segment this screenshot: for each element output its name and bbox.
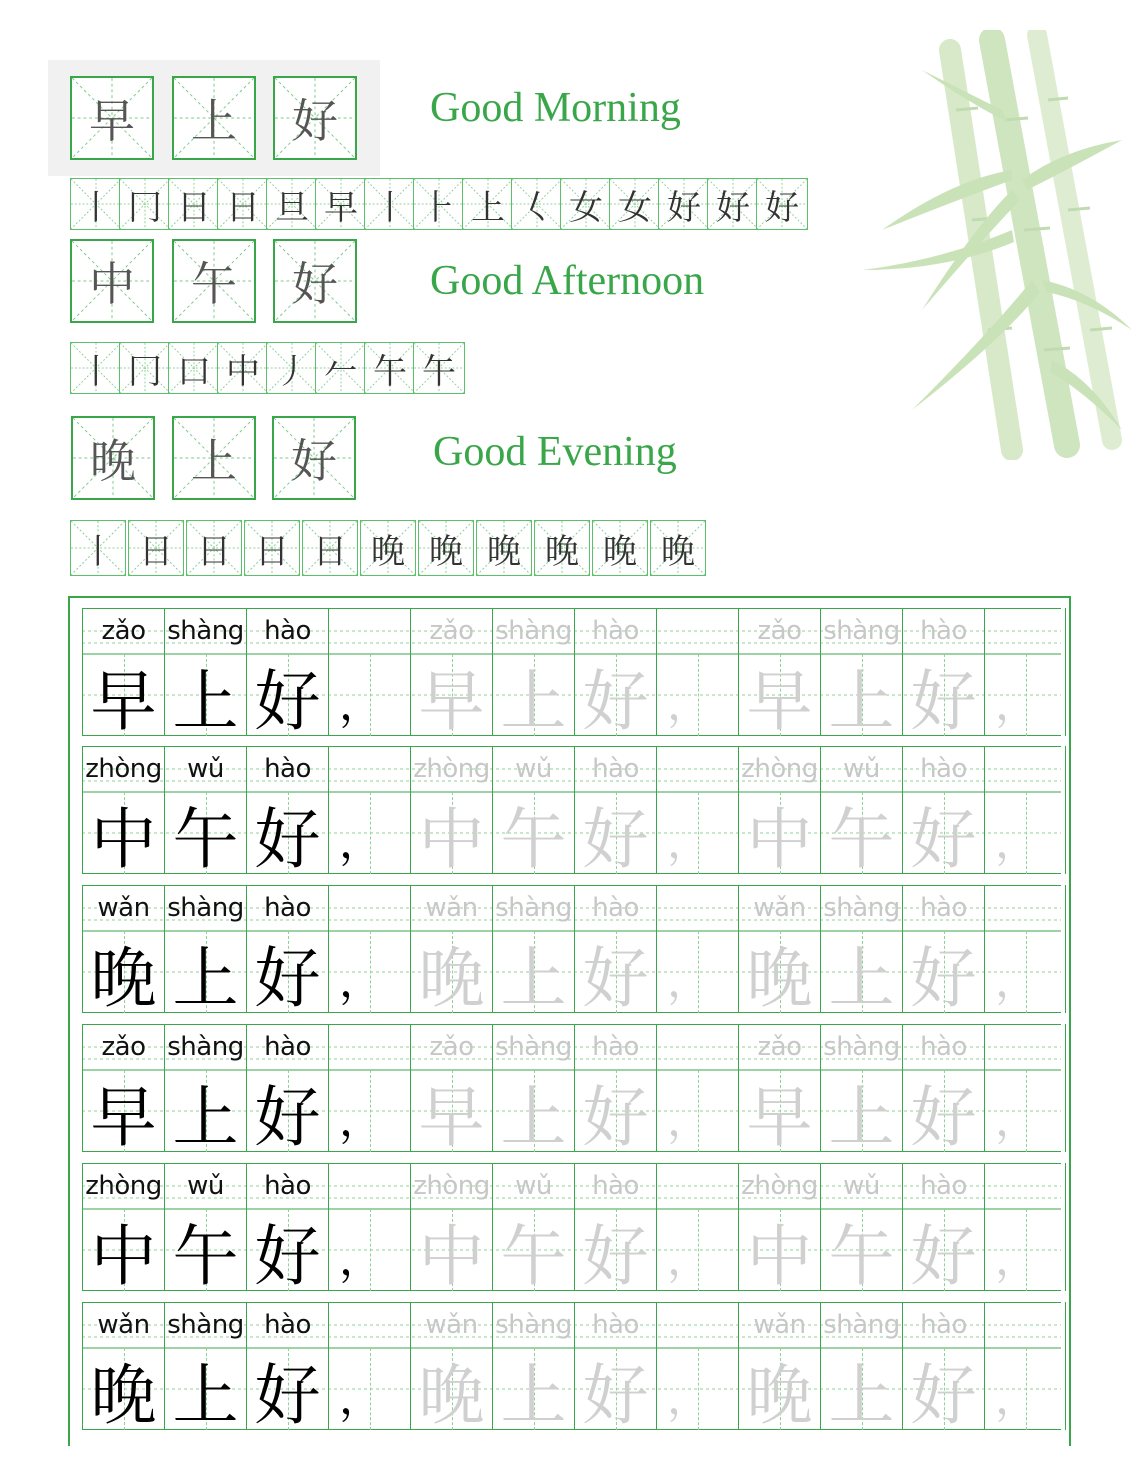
stroke-step-box <box>413 178 465 230</box>
stroke-step-box <box>168 178 220 230</box>
pinyin-label: wǔ <box>187 754 224 784</box>
trace-cell[interactable] <box>738 608 820 740</box>
pinyin-label: shàng <box>495 1032 572 1062</box>
stroke-step-box <box>266 342 318 394</box>
stroke-step-char: 日 <box>255 531 289 572</box>
trace-cell[interactable] <box>738 746 820 878</box>
hanzi-char: 上 <box>500 662 567 740</box>
model-cell[interactable] <box>164 608 246 740</box>
pinyin-label: hào <box>264 616 311 646</box>
hanzi-char: 晚 <box>90 1356 157 1434</box>
stroke-step-box <box>186 520 242 576</box>
trace-cell[interactable] <box>492 608 574 740</box>
stroke-step-char: 早 <box>324 187 358 228</box>
pinyin-label: hào <box>920 616 967 646</box>
stroke-step-char: 晚 <box>487 531 521 572</box>
punctuation-cell[interactable] <box>656 608 738 736</box>
hanzi-char: 早 <box>90 662 157 740</box>
hanzi-char: 上 <box>500 1356 567 1434</box>
trace-cell[interactable] <box>902 885 984 1017</box>
pinyin-label: hào <box>264 1032 311 1062</box>
big-char-box <box>272 416 356 500</box>
pinyin-label: zǎo <box>757 616 802 646</box>
hanzi-char: 上 <box>828 662 895 740</box>
hanzi-char: 好 <box>582 1217 649 1295</box>
hanzi-char: 好 <box>582 1356 649 1434</box>
model-cell[interactable] <box>246 885 328 1017</box>
model-cell[interactable] <box>246 608 328 740</box>
pinyin-label: hào <box>264 754 311 784</box>
pinyin-label: hào <box>592 616 639 646</box>
trace-cell[interactable] <box>738 1302 820 1434</box>
stroke-step-box <box>128 520 184 576</box>
punctuation-cell[interactable] <box>328 608 410 736</box>
pinyin-label: hào <box>264 893 311 923</box>
pinyin-label: wǔ <box>843 754 880 784</box>
model-cell[interactable] <box>164 1024 246 1156</box>
stroke-step-char: 晚 <box>661 531 695 572</box>
trace-cell[interactable] <box>574 885 656 1017</box>
comma-mark: ， <box>339 1373 383 1424</box>
stroke-step-box <box>462 178 514 230</box>
trace-cell[interactable] <box>820 746 902 878</box>
hanzi-char: 上 <box>828 1356 895 1434</box>
hanzi-char: 午 <box>172 800 239 878</box>
stroke-step-char: 日 <box>177 187 211 228</box>
stroke-step-char: 丨 <box>373 187 407 228</box>
trace-cell[interactable] <box>902 746 984 878</box>
hanzi-char: 好 <box>910 1356 977 1434</box>
trace-cell[interactable] <box>820 885 902 1017</box>
hanzi-char: 上 <box>172 1356 239 1434</box>
model-cell[interactable] <box>82 608 164 740</box>
hanzi-char: 好 <box>910 800 977 878</box>
model-cell[interactable] <box>164 1163 246 1295</box>
stroke-step-char: 好 <box>716 187 750 228</box>
hanzi-char: 中 <box>418 800 485 878</box>
hanzi-char: 晚 <box>90 939 157 1017</box>
pinyin-label: wǎn <box>425 893 478 923</box>
stroke-step-char: 上 <box>471 187 505 228</box>
hanzi-char: 上 <box>500 1078 567 1156</box>
punctuation-cell[interactable] <box>656 1302 738 1430</box>
hanzi-char: 早 <box>418 662 485 740</box>
hanzi-char: 上 <box>828 939 895 1017</box>
stroke-step-char: 𠂉 <box>324 351 358 392</box>
hanzi-char: 午 <box>500 1217 567 1295</box>
hanzi-char: 早 <box>418 1078 485 1156</box>
comma-mark: ， <box>667 817 711 868</box>
model-cell[interactable] <box>82 1163 164 1295</box>
practice-row <box>82 1024 1061 1156</box>
hanzi-char: 午 <box>500 800 567 878</box>
hanzi-char: 午 <box>172 1217 239 1295</box>
pinyin-label: shàng <box>495 893 572 923</box>
stroke-step-char: 旦 <box>275 187 309 228</box>
punctuation-cell[interactable] <box>328 746 410 874</box>
hanzi-char: 好 <box>254 1356 321 1434</box>
pinyin-label: zǎo <box>757 1032 802 1062</box>
big-char-box <box>273 239 357 323</box>
comma-mark: ， <box>339 1234 383 1285</box>
model-cell[interactable] <box>82 1024 164 1156</box>
pinyin-label: shàng <box>167 616 244 646</box>
practice-row <box>82 746 1061 878</box>
trace-cell[interactable] <box>492 1024 574 1156</box>
pinyin-label: shàng <box>167 1310 244 1340</box>
trace-cell[interactable] <box>738 885 820 1017</box>
stroke-step-box <box>266 178 318 230</box>
hanzi-char: 好 <box>582 939 649 1017</box>
big-char-box <box>70 239 154 323</box>
pinyin-label: wǎn <box>425 1310 478 1340</box>
pinyin-label: zhòng <box>85 754 162 784</box>
stroke-step-box <box>364 178 416 230</box>
hanzi-char: 晚 <box>418 1356 485 1434</box>
comma-mark: ， <box>667 1234 711 1285</box>
pinyin-label: zǎo <box>429 616 474 646</box>
punctuation-cell[interactable] <box>328 1163 410 1291</box>
pinyin-label: zhòng <box>741 1171 818 1201</box>
punctuation-cell[interactable] <box>984 1302 1066 1430</box>
stroke-step-box <box>592 520 648 576</box>
stroke-step-char: 日 <box>197 531 231 572</box>
stroke-step-box <box>756 178 808 230</box>
trace-cell[interactable] <box>902 608 984 740</box>
pinyin-label: wǔ <box>843 1171 880 1201</box>
stroke-step-box <box>119 342 171 394</box>
stroke-step-box <box>217 342 269 394</box>
stroke-step-char: 晚 <box>545 531 579 572</box>
stroke-step-char: 午 <box>422 351 456 392</box>
pinyin-label: hào <box>264 1310 311 1340</box>
hanzi-char: 晚 <box>746 1356 813 1434</box>
pinyin-label: hào <box>592 754 639 784</box>
stroke-step-box <box>650 520 706 576</box>
trace-cell[interactable] <box>574 746 656 878</box>
trace-cell[interactable] <box>574 1163 656 1295</box>
model-cell[interactable] <box>246 1302 328 1434</box>
hanzi-char: 上 <box>500 939 567 1017</box>
pinyin-label: zhòng <box>741 754 818 784</box>
hanzi-char: 中 <box>90 1217 157 1295</box>
pinyin-label: shàng <box>495 1310 572 1340</box>
stroke-step-box <box>534 520 590 576</box>
stroke-step-box <box>119 178 171 230</box>
hanzi-char: 好 <box>582 662 649 740</box>
pinyin-label: hào <box>592 1310 639 1340</box>
stroke-step-char: 午 <box>373 351 407 392</box>
hanzi-char: 好 <box>910 662 977 740</box>
hanzi-char: 上 <box>172 939 239 1017</box>
stroke-step-box <box>560 178 612 230</box>
stroke-step-box <box>70 520 126 576</box>
comma-mark: ， <box>339 956 383 1007</box>
big-char: 中 <box>89 257 135 311</box>
hanzi-char: 上 <box>172 1078 239 1156</box>
trace-cell[interactable] <box>820 1163 902 1295</box>
stroke-step-box <box>364 342 416 394</box>
pinyin-label: hào <box>920 1310 967 1340</box>
hanzi-char: 好 <box>254 800 321 878</box>
big-char-box <box>273 76 357 160</box>
trace-cell[interactable] <box>492 1163 574 1295</box>
pinyin-label: hào <box>920 893 967 923</box>
big-char-box <box>172 76 256 160</box>
comma-mark: ， <box>995 1234 1039 1285</box>
practice-row <box>82 885 1061 1017</box>
stroke-step-box <box>511 178 563 230</box>
hanzi-char: 好 <box>910 1078 977 1156</box>
hanzi-char: 好 <box>582 800 649 878</box>
stroke-step-box <box>360 520 416 576</box>
bamboo-icon <box>862 30 1140 460</box>
stroke-step-char: 中 <box>226 351 260 392</box>
trace-cell[interactable] <box>410 885 492 1017</box>
hanzi-char: 中 <box>418 1217 485 1295</box>
trace-cell[interactable] <box>820 1024 902 1156</box>
practice-row <box>82 608 1061 740</box>
comma-mark: ， <box>995 817 1039 868</box>
trace-cell[interactable] <box>820 1302 902 1434</box>
trace-cell[interactable] <box>410 1024 492 1156</box>
stroke-step-box <box>244 520 300 576</box>
punctuation-cell[interactable] <box>328 1302 410 1430</box>
pinyin-label: hào <box>592 1032 639 1062</box>
comma-mark: ， <box>339 817 383 868</box>
stroke-step-char: 好 <box>765 187 799 228</box>
big-char: 上 <box>191 434 237 488</box>
trace-cell[interactable] <box>492 885 574 1017</box>
pinyin-label: shàng <box>495 616 572 646</box>
stroke-step-char: 𡿨 <box>520 187 554 228</box>
stroke-step-box <box>217 178 269 230</box>
hanzi-char: 晚 <box>746 939 813 1017</box>
trace-cell[interactable] <box>410 1302 492 1434</box>
hanzi-char: 好 <box>254 1078 321 1156</box>
model-cell[interactable] <box>164 885 246 1017</box>
pinyin-label: hào <box>592 893 639 923</box>
stroke-step-char: 冂 <box>128 187 162 228</box>
trace-cell[interactable] <box>902 1302 984 1434</box>
stroke-step-char: 丨 <box>79 187 113 228</box>
hanzi-char: 早 <box>90 1078 157 1156</box>
punctuation-cell[interactable] <box>984 608 1066 736</box>
stroke-step-char: 日 <box>313 531 347 572</box>
hanzi-char: 早 <box>746 1078 813 1156</box>
pinyin-label: hào <box>920 1032 967 1062</box>
stroke-step-char: 冂 <box>128 351 162 392</box>
stroke-step-char: 丿 <box>275 351 309 392</box>
punctuation-cell[interactable] <box>656 885 738 1013</box>
punctuation-cell[interactable] <box>328 885 410 1013</box>
model-cell[interactable] <box>164 746 246 878</box>
hanzi-char: 好 <box>254 662 321 740</box>
practice-sheet <box>68 596 1071 1446</box>
model-cell[interactable] <box>246 1024 328 1156</box>
model-cell[interactable] <box>164 1302 246 1434</box>
hanzi-char: 好 <box>910 939 977 1017</box>
big-char: 午 <box>191 257 237 311</box>
hanzi-char: 好 <box>254 1217 321 1295</box>
model-cell[interactable] <box>246 746 328 878</box>
english-title: Good Evening <box>433 429 677 475</box>
big-char-box <box>70 76 154 160</box>
big-char-box <box>172 416 256 500</box>
pinyin-label: wǎn <box>753 893 806 923</box>
pinyin-label: wǎn <box>97 893 150 923</box>
trace-cell[interactable] <box>410 608 492 740</box>
comma-mark: ， <box>339 679 383 730</box>
stroke-step-box <box>302 520 358 576</box>
stroke-step-box <box>168 342 220 394</box>
stroke-step-box <box>707 178 759 230</box>
trace-cell[interactable] <box>410 746 492 878</box>
stroke-step-box <box>413 342 465 394</box>
pinyin-label: hào <box>920 1171 967 1201</box>
model-cell[interactable] <box>246 1163 328 1295</box>
stroke-step-char: 晚 <box>429 531 463 572</box>
pinyin-label: hào <box>592 1171 639 1201</box>
punctuation-cell[interactable] <box>656 1024 738 1152</box>
trace-cell[interactable] <box>492 746 574 878</box>
stroke-step-char: 晚 <box>603 531 637 572</box>
trace-cell[interactable] <box>902 1024 984 1156</box>
trace-cell[interactable] <box>574 1302 656 1434</box>
stroke-step-char: 女 <box>569 187 603 228</box>
english-title: Good Morning <box>430 85 681 131</box>
pinyin-label: shàng <box>823 1032 900 1062</box>
pinyin-label: shàng <box>167 893 244 923</box>
comma-mark: ， <box>339 1095 383 1146</box>
stroke-step-char: 晚 <box>371 531 405 572</box>
hanzi-char: 上 <box>828 1078 895 1156</box>
comma-mark: ， <box>995 956 1039 1007</box>
stroke-step-char: 丨 <box>79 351 113 392</box>
hanzi-char: 中 <box>746 800 813 878</box>
model-cell[interactable] <box>82 885 164 1017</box>
pinyin-label: wǎn <box>97 1310 150 1340</box>
big-char-box <box>172 239 256 323</box>
big-char: 好 <box>292 94 338 148</box>
stroke-step-box <box>476 520 532 576</box>
pinyin-label: wǎn <box>753 1310 806 1340</box>
trace-cell[interactable] <box>820 608 902 740</box>
punctuation-cell[interactable] <box>984 1163 1066 1291</box>
trace-cell[interactable] <box>738 1163 820 1295</box>
big-char: 好 <box>292 257 338 311</box>
comma-mark: ， <box>667 1095 711 1146</box>
trace-cell[interactable] <box>574 608 656 740</box>
stroke-step-char: ⺊ <box>422 187 456 228</box>
punctuation-cell[interactable] <box>984 1024 1066 1152</box>
pinyin-label: zhòng <box>413 1171 490 1201</box>
stroke-step-box <box>609 178 661 230</box>
pinyin-label: shàng <box>823 893 900 923</box>
comma-mark: ， <box>667 679 711 730</box>
big-char: 早 <box>89 94 135 148</box>
stroke-step-box <box>70 342 122 394</box>
stroke-step-box <box>315 178 367 230</box>
pinyin-label: wǔ <box>515 1171 552 1201</box>
comma-mark: ， <box>995 679 1039 730</box>
stroke-step-box <box>315 342 367 394</box>
comma-mark: ， <box>995 1095 1039 1146</box>
punctuation-cell[interactable] <box>656 1163 738 1291</box>
pinyin-label: shàng <box>167 1032 244 1062</box>
trace-cell[interactable] <box>574 1024 656 1156</box>
comma-mark: ， <box>667 956 711 1007</box>
hanzi-char: 上 <box>172 662 239 740</box>
hanzi-char: 好 <box>254 939 321 1017</box>
punctuation-cell[interactable] <box>656 746 738 874</box>
pinyin-label: wǔ <box>187 1171 224 1201</box>
comma-mark: ， <box>995 1373 1039 1424</box>
hanzi-char: 中 <box>746 1217 813 1295</box>
pinyin-label: zǎo <box>429 1032 474 1062</box>
stroke-step-box <box>70 178 122 230</box>
pinyin-label: shàng <box>823 616 900 646</box>
pinyin-label: zhòng <box>85 1171 162 1201</box>
big-char: 晚 <box>90 434 136 488</box>
trace-cell[interactable] <box>738 1024 820 1156</box>
punctuation-cell[interactable] <box>984 885 1066 1013</box>
stroke-step-char: 好 <box>667 187 701 228</box>
trace-cell[interactable] <box>492 1302 574 1434</box>
big-char: 上 <box>191 94 237 148</box>
pinyin-label: zǎo <box>101 616 146 646</box>
practice-row <box>82 1163 1061 1295</box>
practice-row <box>82 1302 1061 1434</box>
stroke-step-char: 女 <box>618 187 652 228</box>
stroke-step-box <box>658 178 710 230</box>
pinyin-label: hào <box>264 1171 311 1201</box>
trace-cell[interactable] <box>410 1163 492 1295</box>
pinyin-label: zhòng <box>413 754 490 784</box>
hanzi-char: 好 <box>582 1078 649 1156</box>
trace-cell[interactable] <box>902 1163 984 1295</box>
hanzi-char: 早 <box>746 662 813 740</box>
punctuation-cell[interactable] <box>328 1024 410 1152</box>
model-cell[interactable] <box>82 746 164 878</box>
punctuation-cell[interactable] <box>984 746 1066 874</box>
model-cell[interactable] <box>82 1302 164 1434</box>
hanzi-char: 好 <box>910 1217 977 1295</box>
pinyin-label: hào <box>920 754 967 784</box>
stroke-step-char: 日 <box>226 187 260 228</box>
big-char-box <box>71 416 155 500</box>
pinyin-label: wǔ <box>515 754 552 784</box>
stroke-step-box <box>418 520 474 576</box>
english-title: Good Afternoon <box>430 258 705 304</box>
pinyin-label: zǎo <box>101 1032 146 1062</box>
hanzi-char: 中 <box>90 800 157 878</box>
stroke-step-char: 丨 <box>81 531 115 572</box>
stroke-step-char: 口 <box>177 351 211 392</box>
comma-mark: ， <box>667 1373 711 1424</box>
pinyin-label: shàng <box>823 1310 900 1340</box>
hanzi-char: 午 <box>828 800 895 878</box>
big-char: 好 <box>291 434 337 488</box>
hanzi-char: 晚 <box>418 939 485 1017</box>
hanzi-char: 午 <box>828 1217 895 1295</box>
stroke-step-char: 日 <box>139 531 173 572</box>
